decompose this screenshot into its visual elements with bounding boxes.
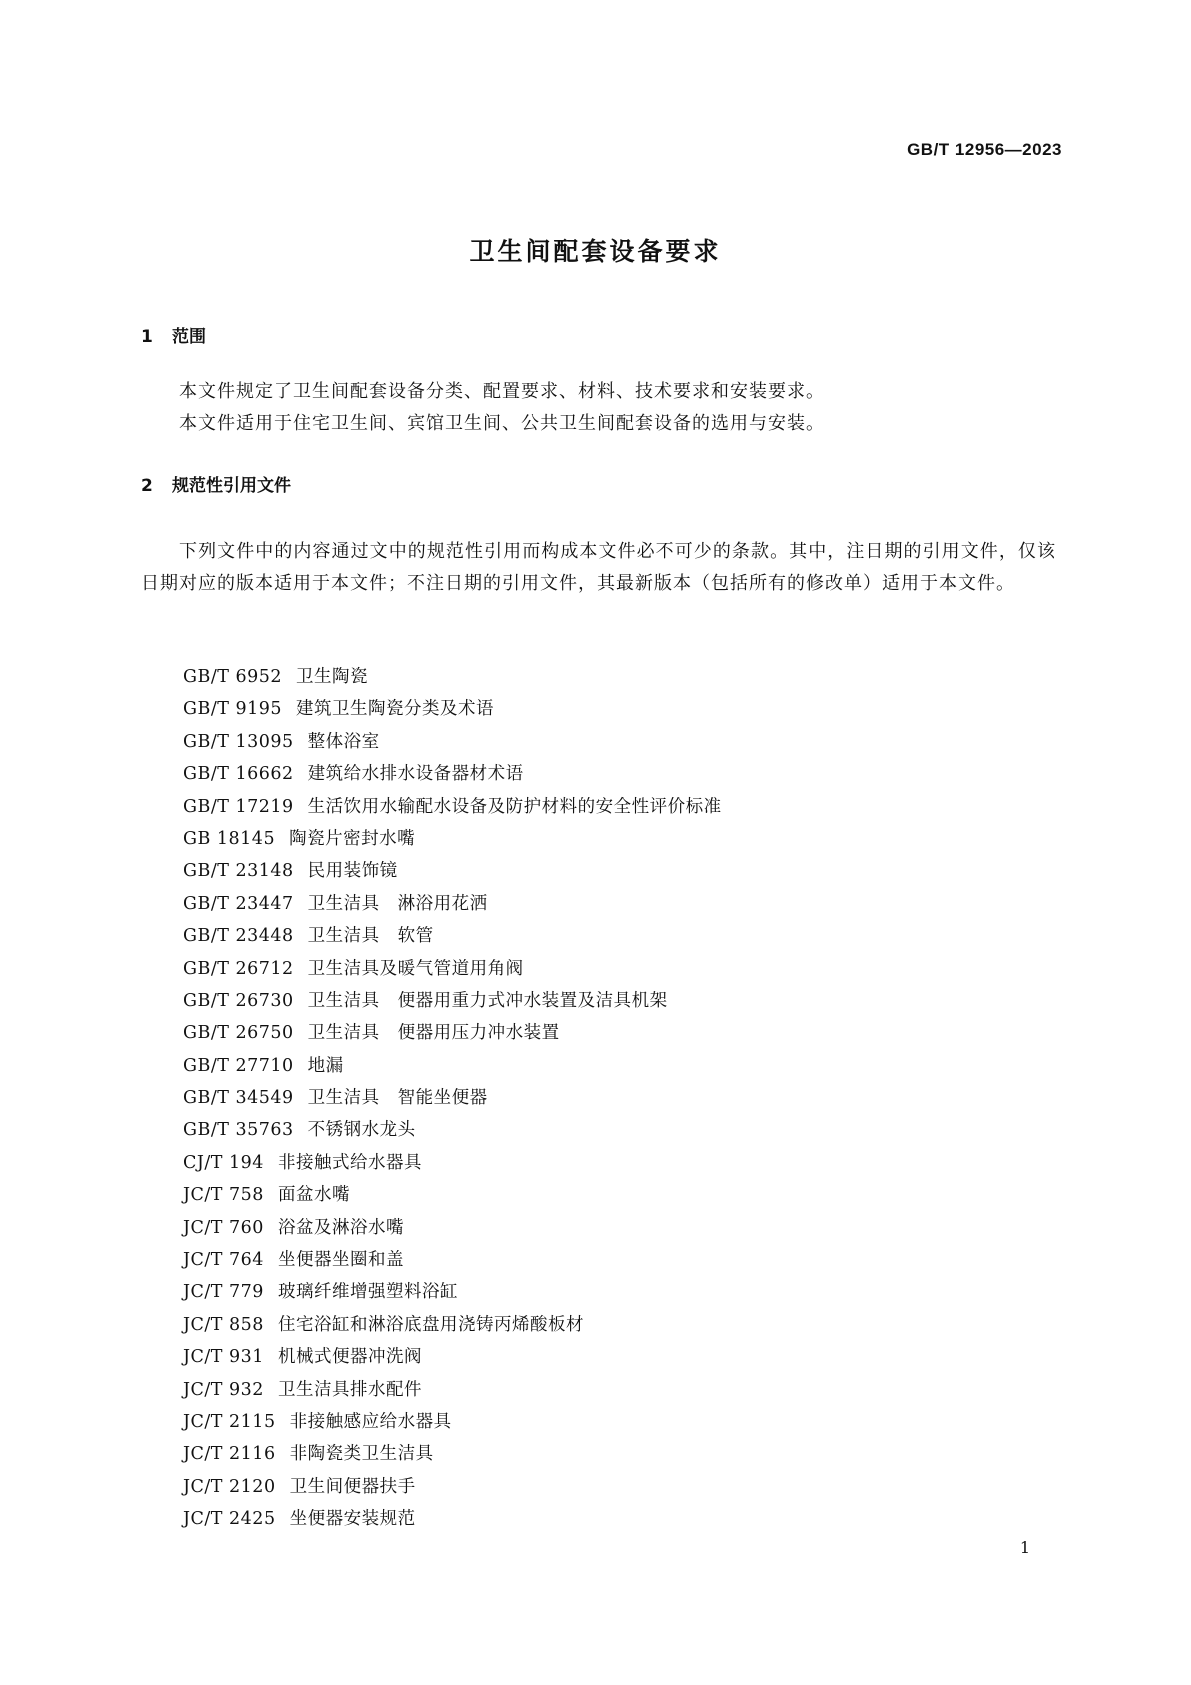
reference-title: 住宅浴缸和淋浴底盘用浇铸丙烯酸板材 xyxy=(277,1314,584,1335)
reference-code: JC/T 760 xyxy=(183,1217,264,1238)
reference-code: JC/T 931 xyxy=(183,1347,264,1368)
reference-code: JC/T 758 xyxy=(183,1185,264,1206)
reference-title: 建筑给水排水设备器材术语 xyxy=(307,764,524,785)
reference-title: 非接触感应给水器具 xyxy=(289,1411,452,1432)
reference-item xyxy=(183,1244,722,1276)
reference-title: 生活饮用水输配水设备及防护材料的安全性评价标准 xyxy=(307,796,722,817)
reference-item xyxy=(183,888,722,920)
normative-references-list xyxy=(183,661,722,1536)
reference-item xyxy=(183,953,722,985)
reference-title: 浴盆及淋浴水嘴 xyxy=(277,1217,404,1238)
reference-item xyxy=(183,985,722,1017)
reference-title: 卫生洁具 便器用重力式冲水装置及洁具机架 xyxy=(307,990,668,1011)
reference-title: 面盆水嘴 xyxy=(277,1185,350,1206)
section-2-heading xyxy=(141,471,291,496)
reference-title: 不锈钢水龙头 xyxy=(307,1120,416,1141)
section-1-heading xyxy=(141,322,206,347)
reference-item xyxy=(183,1050,722,1082)
reference-item xyxy=(183,758,722,790)
section-title: 范围 xyxy=(172,327,206,347)
reference-code: GB/T 34549 xyxy=(183,1088,294,1109)
reference-code: GB 18145 xyxy=(183,828,276,849)
section-number: 1 xyxy=(141,327,153,347)
reference-item xyxy=(183,1147,722,1179)
section-number: 2 xyxy=(141,476,153,496)
reference-item xyxy=(183,855,722,887)
reference-item xyxy=(183,661,722,693)
reference-code: JC/T 932 xyxy=(183,1379,264,1400)
section-title: 规范性引用文件 xyxy=(172,476,291,496)
page-number: 1 xyxy=(1019,1538,1030,1557)
reference-code: GB/T 23448 xyxy=(183,926,294,947)
reference-code: GB/T 26750 xyxy=(183,1023,294,1044)
reference-code: GB/T 23447 xyxy=(183,893,294,914)
reference-title: 卫生洁具 淋浴用花洒 xyxy=(307,893,488,914)
paragraph: 下列文件中的内容通过文中的规范性引用而构成本文件必不可少的条款。其中，注日期的引用文件，仅该日期对应的版本适用于本文件；不注日期的引用文件，其最新版本（包括所有的修改单）适用于本文件。 xyxy=(141,541,1056,594)
reference-item xyxy=(183,1471,722,1503)
reference-code: GB/T 26712 xyxy=(183,958,294,979)
reference-code: JC/T 764 xyxy=(183,1250,264,1271)
reference-title: 整体浴室 xyxy=(307,731,380,752)
reference-item xyxy=(183,1017,722,1049)
reference-item xyxy=(183,1406,722,1438)
reference-item xyxy=(183,1374,722,1406)
reference-title: 陶瓷片密封水嘴 xyxy=(289,828,416,849)
reference-title: 卫生洁具 智能坐便器 xyxy=(307,1088,488,1109)
reference-item xyxy=(183,1341,722,1373)
standard-code: GB/T 12956—2023 xyxy=(907,140,1062,159)
reference-item xyxy=(183,1309,722,1341)
reference-title: 卫生陶瓷 xyxy=(296,667,369,687)
reference-title: 地漏 xyxy=(307,1055,344,1076)
reference-code: JC/T 2120 xyxy=(183,1476,276,1497)
reference-title: 机械式便器冲洗阀 xyxy=(277,1347,422,1368)
reference-item xyxy=(183,791,722,823)
paragraph: 本文件规定了卫生间配套设备分类、配置要求、材料、技术要求和安装要求。 xyxy=(179,381,825,402)
reference-title: 建筑卫生陶瓷分类及术语 xyxy=(296,699,495,720)
reference-title: 卫生洁具及暖气管道用角阀 xyxy=(307,958,524,979)
paragraph: 本文件适用于住宅卫生间、宾馆卫生间、公共卫生间配套设备的选用与安装。 xyxy=(179,413,825,434)
reference-code: GB/T 35763 xyxy=(183,1120,294,1141)
reference-title: 民用装饰镜 xyxy=(307,861,398,882)
reference-item xyxy=(183,1082,722,1114)
reference-title: 卫生洁具 便器用压力冲水装置 xyxy=(307,1023,560,1044)
reference-code: GB/T 6952 xyxy=(183,667,283,687)
reference-code: GB/T 16662 xyxy=(183,764,294,785)
reference-title: 卫生间便器扶手 xyxy=(289,1476,416,1497)
reference-code: GB/T 9195 xyxy=(183,699,283,720)
reference-title: 坐便器安装规范 xyxy=(289,1509,416,1530)
reference-code: GB/T 13095 xyxy=(183,731,294,752)
reference-title: 非接触式给水器具 xyxy=(277,1152,422,1173)
reference-code: JC/T 858 xyxy=(183,1314,264,1335)
reference-title: 坐便器坐圈和盖 xyxy=(277,1250,404,1271)
reference-item xyxy=(183,920,722,952)
reference-code: JC/T 2116 xyxy=(183,1444,276,1465)
reference-item xyxy=(183,823,722,855)
reference-item xyxy=(183,1438,722,1470)
reference-item xyxy=(183,726,722,758)
reference-item xyxy=(183,1503,722,1535)
reference-code: JC/T 2115 xyxy=(183,1411,276,1432)
reference-title: 非陶瓷类卫生洁具 xyxy=(289,1444,434,1465)
reference-code: JC/T 779 xyxy=(183,1282,264,1303)
reference-item xyxy=(183,1212,722,1244)
reference-title: 卫生洁具 软管 xyxy=(307,926,434,947)
reference-item xyxy=(183,1179,722,1211)
reference-item xyxy=(183,693,722,725)
reference-item xyxy=(183,1114,722,1146)
reference-code: GB/T 26730 xyxy=(183,990,294,1011)
reference-code: JC/T 2425 xyxy=(183,1509,276,1530)
reference-code: CJ/T 194 xyxy=(183,1152,264,1173)
reference-code: GB/T 27710 xyxy=(183,1055,294,1076)
reference-title: 卫生洁具排水配件 xyxy=(277,1379,422,1400)
reference-item xyxy=(183,1276,722,1308)
reference-code: GB/T 17219 xyxy=(183,796,294,817)
reference-code: GB/T 23148 xyxy=(183,861,294,882)
document-title: 卫生间配套设备要求 xyxy=(469,237,722,266)
reference-title: 玻璃纤维增强塑料浴缸 xyxy=(277,1282,458,1303)
